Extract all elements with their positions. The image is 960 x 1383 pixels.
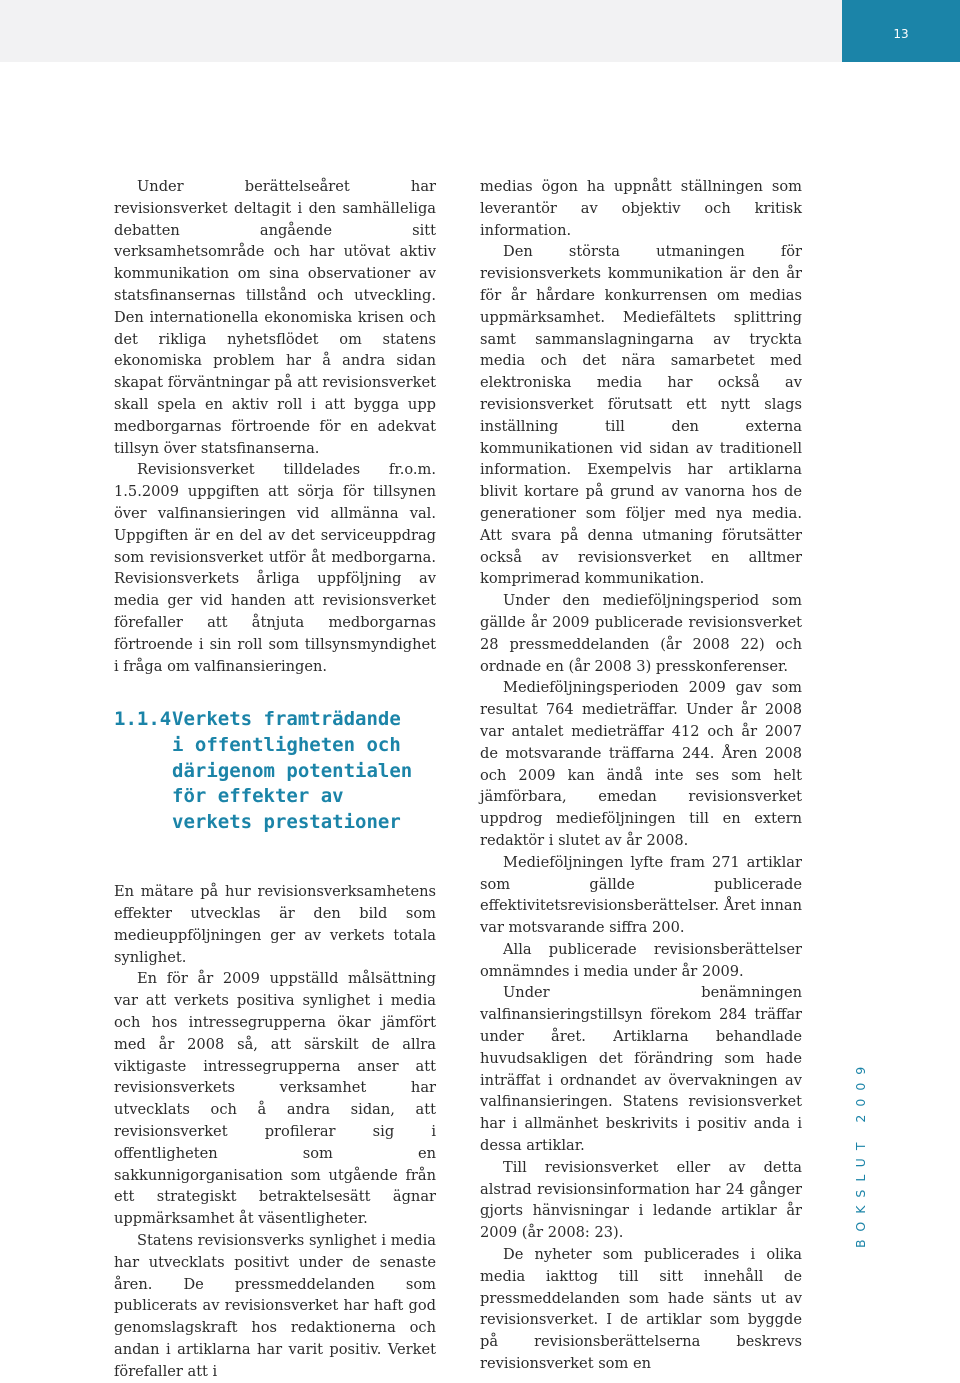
section-heading — [114, 707, 436, 835]
right-paragraph-6: Alla publicerade revisionsberättelser omnämndes i media under år 2009. — [480, 940, 802, 980]
right-paragraph-2: Den största utmaningen för revisionsverkets kommunikation är den år för år hårdare konkurrensen om medias uppmärksamhet. Mediefältets splittring samt sammanslagningarna av tryckta media och det nära samarbetet med elektroniska media har också av revisionsverket förutsatt ett nytt slags inställning till den externa kommunikationen vid sidan av traditionell information. Exempelvis har artiklarna blivit kortare på grund av vanorna hos de generationer som följer med nya media. Att svara på denna utmaning förutsätter också av revisionsverket en alltmer komprimerad kommunikation. — [480, 243, 802, 588]
section-title: Verkets framträdande i offentligheten och därigenom potentialen för effekter av verkets prestationer — [172, 708, 413, 833]
intro-paragraph-2: Revisionsverket tilldelades fr.o.m. 1.5.2009 uppgiften att sörja för tillsynen över valfinansieringen vid allmänna val. Uppgiften är en del av det serviceuppdrag som revisionsverket utför åt medborgarna. Revisionsverkets årliga uppföljning av media ger vid handen att revisionsverket förefaller att åtnjuta medborgarnas förtroende i sin roll som tillsynsmyndighet i fråga om valfinansieringen. — [114, 461, 436, 675]
right-paragraph-8: Till revisionsverket eller av detta alstrad revisionsinformation har 24 gånger gjorts hänvisningar i ledande artiklar år 2009 (år 2008: 23). — [480, 1158, 802, 1242]
right-paragraph-7: Under benämningen valfinansieringstillsyn förekom 284 träffar under året. Artiklarna behandlade huvudsakligen det förändring som hade inträffat i ordnandet av övervakningen av valfinansieringen. Statens revisionsverket har i allmänhet beskrivits i positiv anda i dessa artiklar. — [480, 984, 802, 1155]
right-paragraph-1: medias ögon ha uppnått ställningen som leverantör av objektiv och kritisk information. — [480, 178, 802, 239]
right-paragraph-4: Medieföljningsperioden 2009 gav som resultat 764 medieträffar. Under år 2008 var antalet medieträffar 412 och år 2007 de motsvarande träffarna 244. Åren 2008 och 2009 kan ändå inte ses som helt jämförbara, emedan revisionsverket uppdrog medieföljningen till en extern redaktör i slutet av år 2008. — [480, 679, 802, 849]
body-paragraph-3: Statens revisionsverks synlighet i media har utvecklats positivt under de senaste åren. De pressmeddelanden som publicerats av revisionsverket har haft god genomslagskraft hos redaktionerna och andan i artiklarna har varit positiv. Verket förefaller att i — [114, 1232, 436, 1380]
page-number: 13 — [842, 0, 960, 62]
body-paragraph-2: En för år 2009 uppställd målsättning var att verkets positiva synlighet i media och hos intressegrupperna ökar jämfört med år 2008 så, att särskilt de allra viktigaste intressegrupperna anser att revisionsverkets verksamhet har utvecklats och å andra sidan, att revisionsverket profilerar sig i offentligheten som en sakkunnigorganisation som utgående från ett strategiskt betraktelsesätt ägnar uppmärksamhet åt väsentligheter. — [114, 970, 436, 1228]
right-paragraph-9: De nyheter som publicerades i olika media iakttog till sitt innehåll de pressmeddelanden som hade sänts ut av revisionsverket. I de artiklar som byggde på revisionsberättelserna beskrevs revisionsverket som en — [480, 1246, 802, 1373]
right-paragraph-3: Under den medieföljningsperiod som gällde år 2009 publicerade revisionsverket 28 pressmeddelanden (år 2008 22) och ordnade en (år 2008 3) presskonferenser. — [480, 592, 802, 675]
intro-paragraph-1: Under berättelseåret har revisionsverket deltagit i den samhälleliga debatten angående sitt verksamhetsområde och har utövat aktiv kommunikation om sina observationer av statsfinansernas tillstånd och utveckling. Den internationella ekonomiska krisen och det rikliga nyhetsflödet om statens ekonomiska problem har å andra sidan skapat förväntningar på att revisionsverket skall spela en aktiv roll i att bygga upp medborgarnas förtroende för en adekvat tillsyn över statsfinanserna. — [114, 178, 436, 457]
right-column — [480, 176, 802, 1375]
body-paragraph-1: En mätare på hur revisionsverksamhetens effekter utvecklas är den bild som medieuppföljningen ger av verkets totala synlighet. — [114, 883, 436, 966]
header-bar — [0, 0, 842, 62]
right-paragraph-5: Medieföljningen lyfte fram 271 artiklar som gällde publicerade effektivitetsrevisionsberättelser. Året innan var motsvarande siffra 200. — [480, 853, 802, 937]
section-number: 1.1.4 — [114, 708, 172, 731]
left-column — [114, 176, 436, 1383]
side-label: BOKSLUT 2009 — [853, 1058, 868, 1248]
